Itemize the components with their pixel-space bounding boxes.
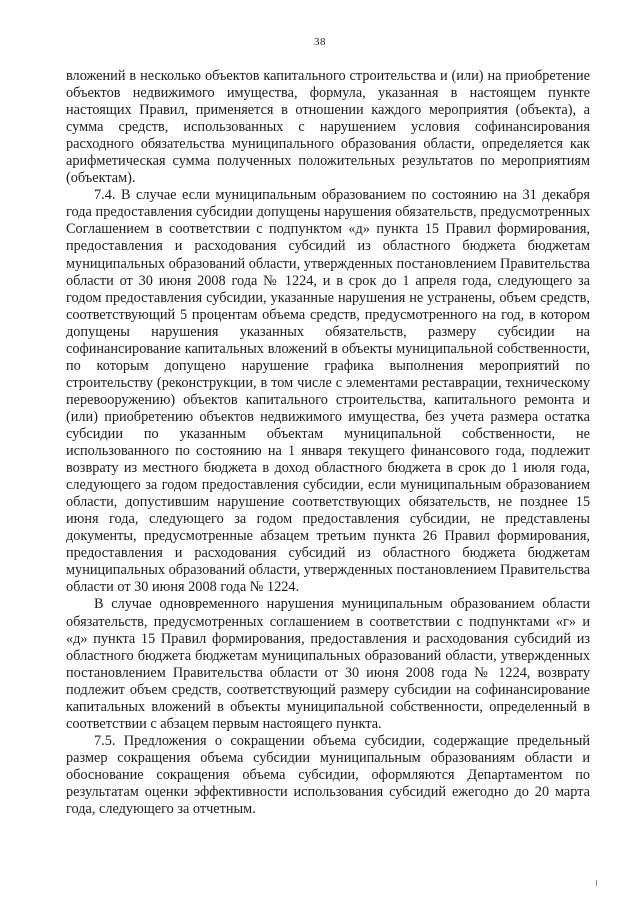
document-body bbox=[66, 68, 590, 818]
page-number: 38 bbox=[314, 36, 326, 48]
paragraph-7-5: 7.5. Предложения о сокращении объема субсидии, содержащие предельный размер сокращения объема субсидии муниципальным образованиям области и обоснование сокращения объема субсидии, оформляются Департаментом по результатам оценки эффективности использования субсидий ежегодно до 20 марта года, следующего за отчетным. bbox=[66, 732, 590, 818]
paragraph-continuation: вложений в несколько объектов капитального строительства и (или) на приобретение объектов недвижимого имущества, формула, указанная в настоящем пункте настоящих Правил, применяется в отношении каждого мероприятия (объекта), а сумма средств, использованных с нарушением условия софинансирования расходного обязательства муниципального образования области, определяется как арифметическая сумма полученных положительных результатов по мероприятиям (объектам). bbox=[66, 68, 590, 187]
scan-margin-mark bbox=[596, 880, 597, 886]
paragraph-7-4: 7.4. В случае если муниципальным образованием по состоянию на 31 декабря года предоставления субсидии допущены нарушения обязательств, предусмотренных Соглашением в соответствии с подпунктом «д» пункта 15 Правил формирования, предоставления и расходования субсидий из областного бюджета бюджетам муниципальных образований области, утвержденных постановлением Правительства области от 30 июня 2008 года № 1224, и в срок до 1 апреля года, следующего за годом предоставления субсидии, указанные нарушения не устранены, объем средств, соответствующий 5 процентам объема средств, предусмотренного на год, в котором допущены нарушения указанных обязательств, размеру субсидии на софинансирование капитальных вложений в объекты муниципальной собственности, по которым допущено нарушение графика выполнения мероприятий по строительству (реконструкции, в том числе с элементами реставрации, техническому перевооружению) объектов капитального строительства, капитального ремонта и (или) приобретению объектов недвижимого имущества, без учета размера остатка субсидии по указанным объектам муниципальной собственности, не использованного по состоянию на 1 января текущего финансового года, подлежит возврату из местного бюджета в доход областного бюджета в срок до 1 июля года, следующего за годом предоставления субсидии, если муниципальным образованием области, допустившим нарушение соответствующих обязательств, не позднее 15 июня года, следующего за годом предоставления субсидии, не представлены документы, предусмотренные абзацем третьим пункта 26 Правил формирования, предоставления и расходования субсидий из областного бюджета бюджетам муниципальных образований области, утвержденных постановлением Правительства области от 30 июня 2008 года № 1224. bbox=[66, 187, 590, 596]
paragraph-simultaneous-violation: В случае одновременного нарушения муниципальным образованием области обязательств, предусмотренных соглашением в соответствии с подпунктами «г» и «д» пункта 15 Правил формирования, предоставления и расходования субсидий из областного бюджета бюджетам муниципальных образований области, утвержденных постановлением Правительства области от 30 июня 2008 года № 1224, возврату подлежит объем средств, соответствующий размеру субсидии на софинансирование капитальных вложений в объекты муниципальной собственности, определенный в соответствии с абзацем первым настоящего пункта. bbox=[66, 596, 590, 732]
